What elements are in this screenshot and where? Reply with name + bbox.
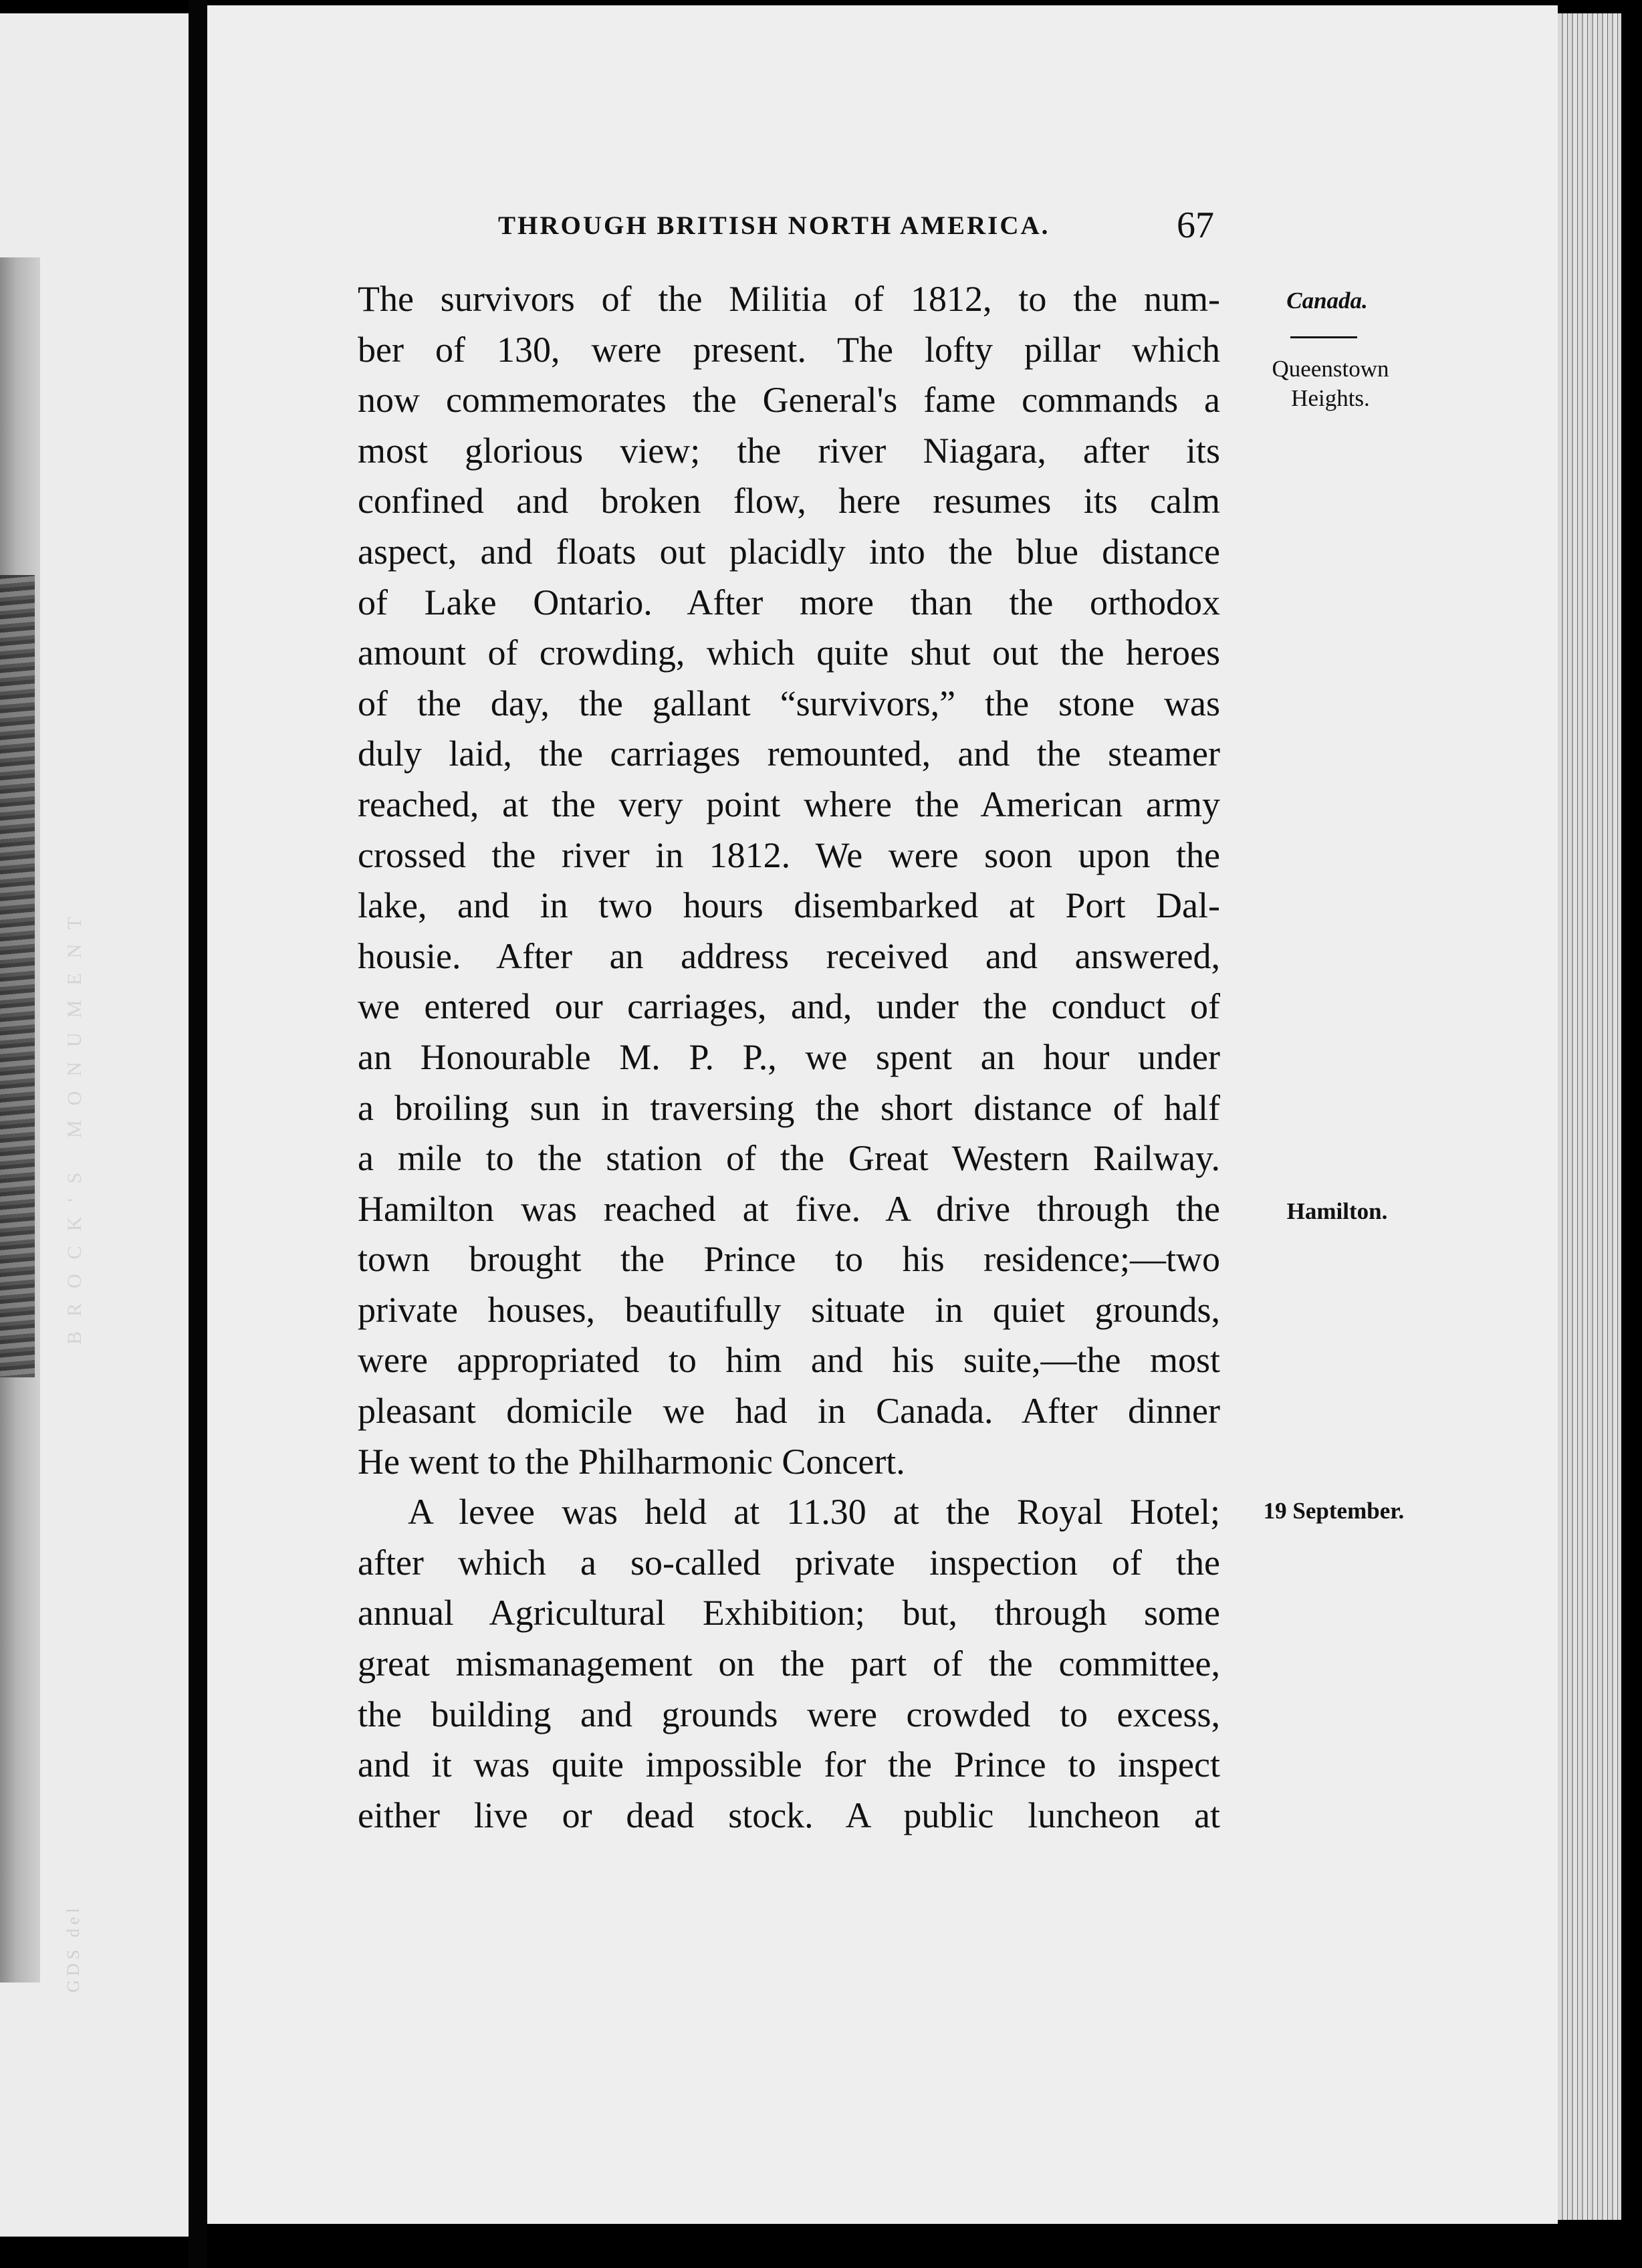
plate-credit: GDS del (64, 1904, 83, 1993)
text-line: town brought the Prince to his residence;—two (358, 1239, 1220, 1280)
margin-note-queenstown-line: Heights. (1291, 385, 1370, 411)
text-line: lake, and in two hours disembarked at Port Dal- (358, 885, 1220, 926)
margin-note-september: 19 September. (1263, 1498, 1405, 1524)
text-line: annual Agricultural Exhibition; but, through some (358, 1593, 1220, 1633)
text-line: the building and grounds were crowded to excess, (358, 1694, 1220, 1734)
text-line: duly laid, the carriages remounted, and the steamer (358, 733, 1220, 774)
plate-caption: BROCK'S MONUMENT (64, 902, 86, 1345)
facing-plate-page (0, 13, 189, 2237)
text-line: reached, at the very point where the American army (358, 784, 1220, 824)
text-line: amount of crowding, which quite shut out the heroes (358, 633, 1220, 673)
text-line: we entered our carriages, and, under the conduct of (358, 986, 1220, 1027)
text-line: after which a so-called private inspection of the (358, 1542, 1220, 1583)
page-edges (1558, 13, 1621, 2220)
text-line: Hamilton was reached at five. A drive through the (358, 1188, 1220, 1229)
text-line: a mile to the station of the Great Western Railway. (358, 1138, 1220, 1179)
text-line: housie. After an address received and answered, (358, 935, 1220, 976)
text-line: The survivors of the Militia of 1812, to the num- (358, 279, 1220, 319)
text-line: A levee was held at 11.30 at the Royal Hotel; (408, 1492, 1220, 1533)
text-line: either live or dead stock. A public luncheon at (358, 1795, 1220, 1835)
margin-note-rule (1290, 336, 1357, 338)
book-spine (189, 0, 207, 2268)
text-line: crossed the river in 1812. We were soon upon the (358, 834, 1220, 875)
margin-note-queenstown (1244, 354, 1417, 413)
margin-note-hamilton: Hamilton. (1286, 1198, 1388, 1224)
text-line: He went to the Philharmonic Concert. (358, 1441, 905, 1482)
text-line: confined and broken flow, here resumes its calm (358, 481, 1220, 522)
margin-note-queenstown-line: Queenstown (1272, 356, 1389, 382)
text-line: a broiling sun in traversing the short distance of half (358, 1087, 1220, 1128)
text-line: an Honourable M. P. P., we spent an hour under (358, 1036, 1220, 1077)
text-line: and it was quite impossible for the Prince to inspect (358, 1744, 1220, 1785)
text-line: of the day, the gallant “survivors,” the stone was (358, 683, 1220, 723)
page-number: 67 (1177, 205, 1214, 246)
text-line: most glorious view; the river Niagara, after its (358, 430, 1220, 471)
text-line: pleasant domicile we had in Canada. After dinner (358, 1391, 1220, 1432)
page-header (498, 204, 1220, 257)
text-line: private houses, beautifully situate in quiet grounds, (358, 1289, 1220, 1330)
text-line: of Lake Ontario. After more than the orthodox (358, 582, 1220, 622)
body-text (358, 274, 1220, 1841)
text-line: ber of 130, were present. The lofty pillar which (358, 329, 1220, 370)
text-line: aspect, and floats out placidly into the blue distance (358, 531, 1220, 572)
text-line: now commemorates the General's fame commands a (358, 380, 1220, 421)
plate-foliage-illustration (0, 575, 35, 1377)
margin-note-canada: Canada. (1286, 288, 1368, 314)
text-line: were appropriated to him and his suite,—the most (358, 1340, 1220, 1381)
running-title: THROUGH BRITISH NORTH AMERICA. (498, 211, 1050, 240)
text-line: great mismanagement on the part of the committee, (358, 1643, 1220, 1684)
